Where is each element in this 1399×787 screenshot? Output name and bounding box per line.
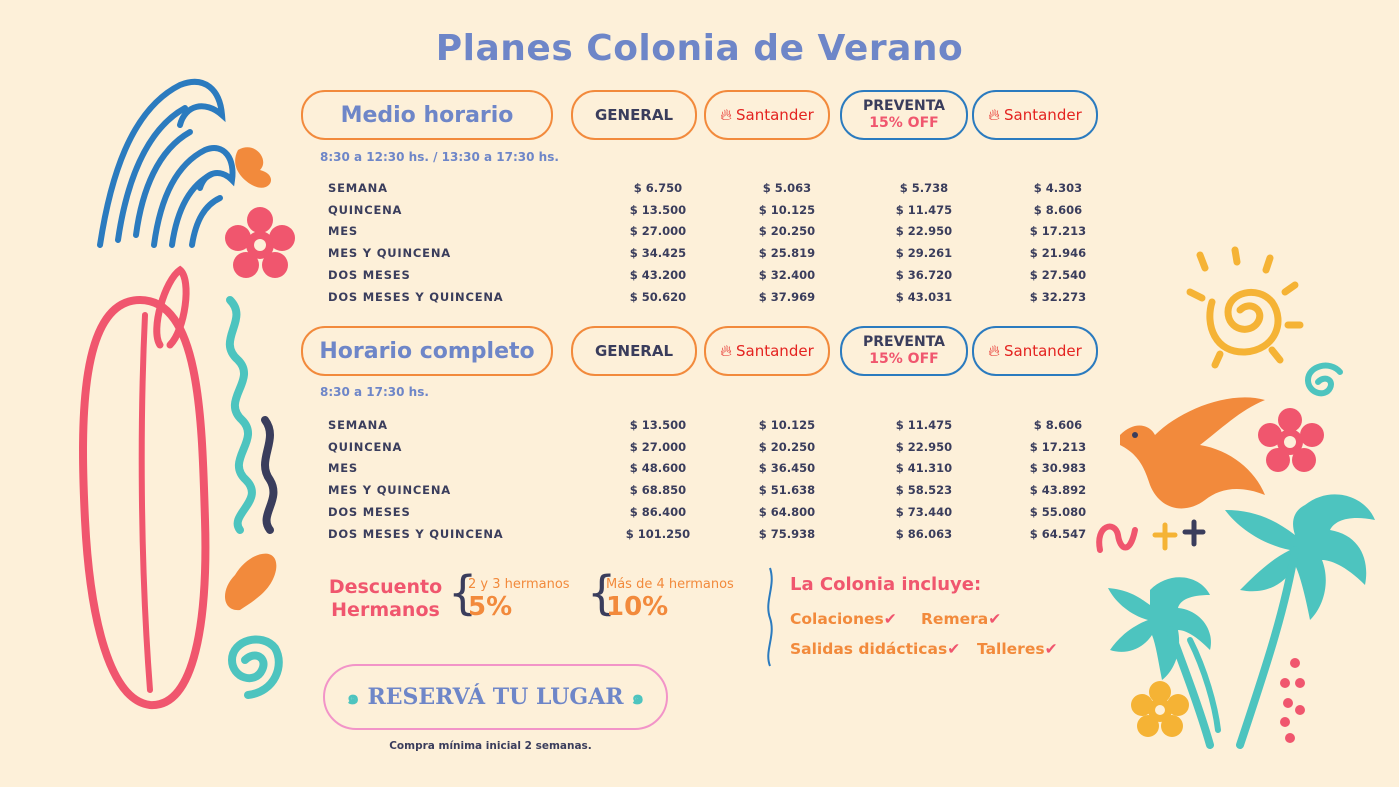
incluye-item-label: Salidas didácticas bbox=[790, 640, 948, 658]
row-label: QUINCENA bbox=[328, 439, 403, 454]
squiggle-icon bbox=[230, 300, 252, 530]
incluye-item bbox=[790, 640, 960, 658]
section-pill-completo bbox=[301, 326, 553, 376]
col-preventa bbox=[840, 326, 968, 376]
wave-icon bbox=[100, 82, 233, 245]
row-label: SEMANA bbox=[328, 417, 388, 432]
brace-icon: { bbox=[587, 566, 617, 620]
price-cell: $ 68.850 bbox=[629, 483, 687, 498]
price-table-completo bbox=[328, 414, 1124, 545]
descuento-option-label: Más de 4 hermanos bbox=[606, 577, 734, 592]
price-cell: $ 86.400 bbox=[629, 505, 687, 520]
row-label: DOS MESES Y QUINCENA bbox=[328, 526, 504, 541]
price-cell: $ 34.425 bbox=[629, 246, 687, 261]
preventa-label: PREVENTA bbox=[862, 334, 946, 350]
price-cell: $ 32.400 bbox=[758, 268, 816, 283]
incluye-item-label: Colaciones bbox=[790, 610, 884, 628]
price-cell: $ 58.523 bbox=[895, 483, 953, 498]
col-preventa-santander bbox=[972, 326, 1098, 376]
price-cell: $ 30.983 bbox=[1029, 461, 1087, 476]
descuento-option-label: 2 y 3 hermanos bbox=[468, 577, 570, 592]
price-cell: $ 21.946 bbox=[1029, 246, 1087, 261]
price-cell: $ 13.500 bbox=[629, 202, 687, 217]
price-cell: $ 32.273 bbox=[1029, 289, 1087, 304]
price-cell: $ 17.213 bbox=[1029, 224, 1087, 239]
preventa-discount: 15% OFF bbox=[869, 351, 939, 367]
section-name: Medio horario bbox=[340, 102, 514, 128]
preventa-discount: 15% OFF bbox=[869, 115, 939, 131]
swirl-icon: ๑ bbox=[631, 685, 645, 709]
row-label: MES Y QUINCENA bbox=[328, 246, 451, 261]
price-cell: $ 51.638 bbox=[758, 483, 816, 498]
price-cell: $ 43.892 bbox=[1029, 483, 1087, 498]
santander-flame-icon: 🔥︎ bbox=[988, 341, 1001, 360]
price-cell: $ 64.547 bbox=[1029, 526, 1087, 541]
descuento-option-value: 5% bbox=[468, 592, 513, 622]
santander-flame-icon: 🔥︎ bbox=[988, 105, 1001, 124]
col-general-label: GENERAL bbox=[594, 106, 674, 124]
reserva-button-label: RESERVÁ TU LUGAR bbox=[367, 684, 624, 710]
check-icon: ✔ bbox=[1044, 640, 1058, 658]
price-cell: $ 8.606 bbox=[1033, 417, 1083, 432]
santander-flame-icon: 🔥︎ bbox=[720, 341, 733, 360]
price-cell: $ 6.750 bbox=[633, 180, 683, 195]
descuento-title bbox=[328, 576, 443, 622]
blob-icon bbox=[235, 147, 271, 187]
price-cell: $ 27.000 bbox=[629, 224, 687, 239]
plus-icon bbox=[1155, 522, 1203, 548]
price-cell: $ 48.600 bbox=[629, 461, 687, 476]
decor-right bbox=[1090, 230, 1395, 760]
section-pill-medio bbox=[301, 90, 553, 140]
price-cell: $ 73.440 bbox=[895, 505, 953, 520]
brace-icon: { bbox=[448, 566, 478, 620]
check-icon: ✔ bbox=[883, 610, 897, 628]
col-preventa-santander bbox=[972, 90, 1098, 140]
col-general bbox=[571, 326, 697, 376]
incluye-item bbox=[790, 610, 897, 628]
sun-icon bbox=[1190, 250, 1300, 365]
table-row bbox=[328, 436, 1124, 458]
price-table-medio bbox=[328, 177, 1124, 308]
hours-medio: 8:30 a 12:30 hs. / 13:30 a 17:30 hs. bbox=[320, 150, 559, 164]
reserva-button[interactable] bbox=[323, 664, 668, 730]
table-row bbox=[328, 242, 1124, 264]
santander-label: Santander bbox=[736, 106, 814, 124]
price-cell: $ 50.620 bbox=[629, 289, 687, 304]
price-cell: $ 5.738 bbox=[899, 180, 949, 195]
row-label: MES bbox=[328, 224, 358, 239]
check-icon: ✔ bbox=[947, 640, 961, 658]
santander-label: Santander bbox=[736, 342, 814, 360]
price-cell: $ 86.063 bbox=[895, 526, 953, 541]
price-cell: $ 43.031 bbox=[895, 289, 953, 304]
table-row bbox=[328, 286, 1124, 308]
price-cell: $ 22.950 bbox=[895, 224, 953, 239]
check-icon: ✔ bbox=[988, 610, 1002, 628]
price-cell: $ 11.475 bbox=[895, 202, 953, 217]
incluye-item bbox=[977, 640, 1058, 658]
santander-flame-icon: 🔥︎ bbox=[720, 105, 733, 124]
price-cell: $ 36.720 bbox=[895, 268, 953, 283]
price-cell: $ 13.500 bbox=[629, 417, 687, 432]
col-general bbox=[571, 90, 697, 140]
page-title: Planes Colonia de Verano bbox=[435, 28, 964, 69]
price-cell: $ 17.213 bbox=[1029, 439, 1087, 454]
incluye-item-label: Talleres bbox=[977, 640, 1045, 658]
preventa-label: PREVENTA bbox=[862, 98, 946, 114]
price-cell: $ 22.950 bbox=[895, 439, 953, 454]
minimum-purchase-note: Compra mínima inicial 2 semanas. bbox=[389, 740, 592, 752]
dots-icon bbox=[1280, 658, 1305, 743]
table-row bbox=[328, 479, 1124, 501]
price-cell: $ 8.606 bbox=[1033, 202, 1083, 217]
row-label: DOS MESES Y QUINCENA bbox=[328, 289, 504, 304]
divider-squiggle-icon bbox=[762, 566, 778, 668]
price-cell: $ 20.250 bbox=[758, 439, 816, 454]
descuento-option-2 bbox=[606, 577, 734, 622]
price-cell: $ 11.475 bbox=[895, 417, 953, 432]
table-row bbox=[328, 414, 1124, 436]
surfboard-icon bbox=[83, 270, 205, 705]
price-cell: $ 10.125 bbox=[758, 417, 816, 432]
row-label: MES bbox=[328, 461, 358, 476]
table-row bbox=[328, 501, 1124, 523]
row-label: QUINCENA bbox=[328, 202, 403, 217]
price-cell: $ 5.063 bbox=[762, 180, 812, 195]
bird-icon bbox=[1120, 397, 1265, 508]
price-cell: $ 4.303 bbox=[1033, 180, 1083, 195]
blob-icon bbox=[225, 554, 276, 611]
price-cell: $ 36.450 bbox=[758, 461, 816, 476]
col-santander bbox=[704, 326, 830, 376]
descuento-line1: Descuento bbox=[328, 576, 443, 598]
price-cell: $ 29.261 bbox=[895, 246, 953, 261]
santander-label: Santander bbox=[1004, 106, 1082, 124]
price-cell: $ 64.800 bbox=[758, 505, 816, 520]
santander-label: Santander bbox=[1004, 342, 1082, 360]
table-row bbox=[328, 458, 1124, 480]
col-general-label: GENERAL bbox=[594, 342, 674, 360]
decor-left bbox=[0, 0, 300, 787]
descuento-option-1 bbox=[468, 577, 570, 622]
price-cell: $ 20.250 bbox=[758, 224, 816, 239]
table-row bbox=[328, 221, 1124, 243]
incluye-item-label: Remera bbox=[921, 610, 989, 628]
incluye-item bbox=[921, 610, 1001, 628]
flower-icon bbox=[1131, 681, 1189, 737]
swirl-icon: ๑ bbox=[346, 685, 360, 709]
col-preventa bbox=[840, 90, 968, 140]
table-row bbox=[328, 264, 1124, 286]
descuento-line2: Hermanos bbox=[331, 599, 440, 621]
price-cell: $ 43.200 bbox=[629, 268, 687, 283]
table-row bbox=[328, 199, 1124, 221]
price-cell: $ 75.938 bbox=[758, 526, 816, 541]
row-label: MES Y QUINCENA bbox=[328, 483, 451, 498]
table-row bbox=[328, 523, 1124, 545]
col-santander bbox=[704, 90, 830, 140]
price-cell: $ 41.310 bbox=[895, 461, 953, 476]
flower-icon bbox=[1258, 408, 1324, 472]
squiggle-dark-icon bbox=[265, 420, 273, 530]
flower-icon bbox=[225, 207, 295, 278]
section-name: Horario completo bbox=[319, 338, 535, 364]
price-cell: $ 27.540 bbox=[1029, 268, 1087, 283]
incluye-title: La Colonia incluye: bbox=[790, 574, 982, 595]
hours-completo: 8:30 a 17:30 hs. bbox=[320, 385, 429, 399]
row-label: DOS MESES bbox=[328, 268, 411, 283]
price-cell: $ 10.125 bbox=[758, 202, 816, 217]
spiral-icon bbox=[232, 639, 279, 695]
spiral-icon bbox=[1308, 366, 1340, 394]
table-row bbox=[328, 177, 1124, 199]
price-cell: $ 27.000 bbox=[629, 439, 687, 454]
price-cell: $ 101.250 bbox=[625, 526, 691, 541]
row-label: SEMANA bbox=[328, 180, 388, 195]
descuento-option-value: 10% bbox=[606, 592, 669, 622]
price-cell: $ 37.969 bbox=[758, 289, 816, 304]
price-cell: $ 25.819 bbox=[758, 246, 816, 261]
price-cell: $ 55.080 bbox=[1029, 505, 1087, 520]
row-label: DOS MESES bbox=[328, 505, 411, 520]
